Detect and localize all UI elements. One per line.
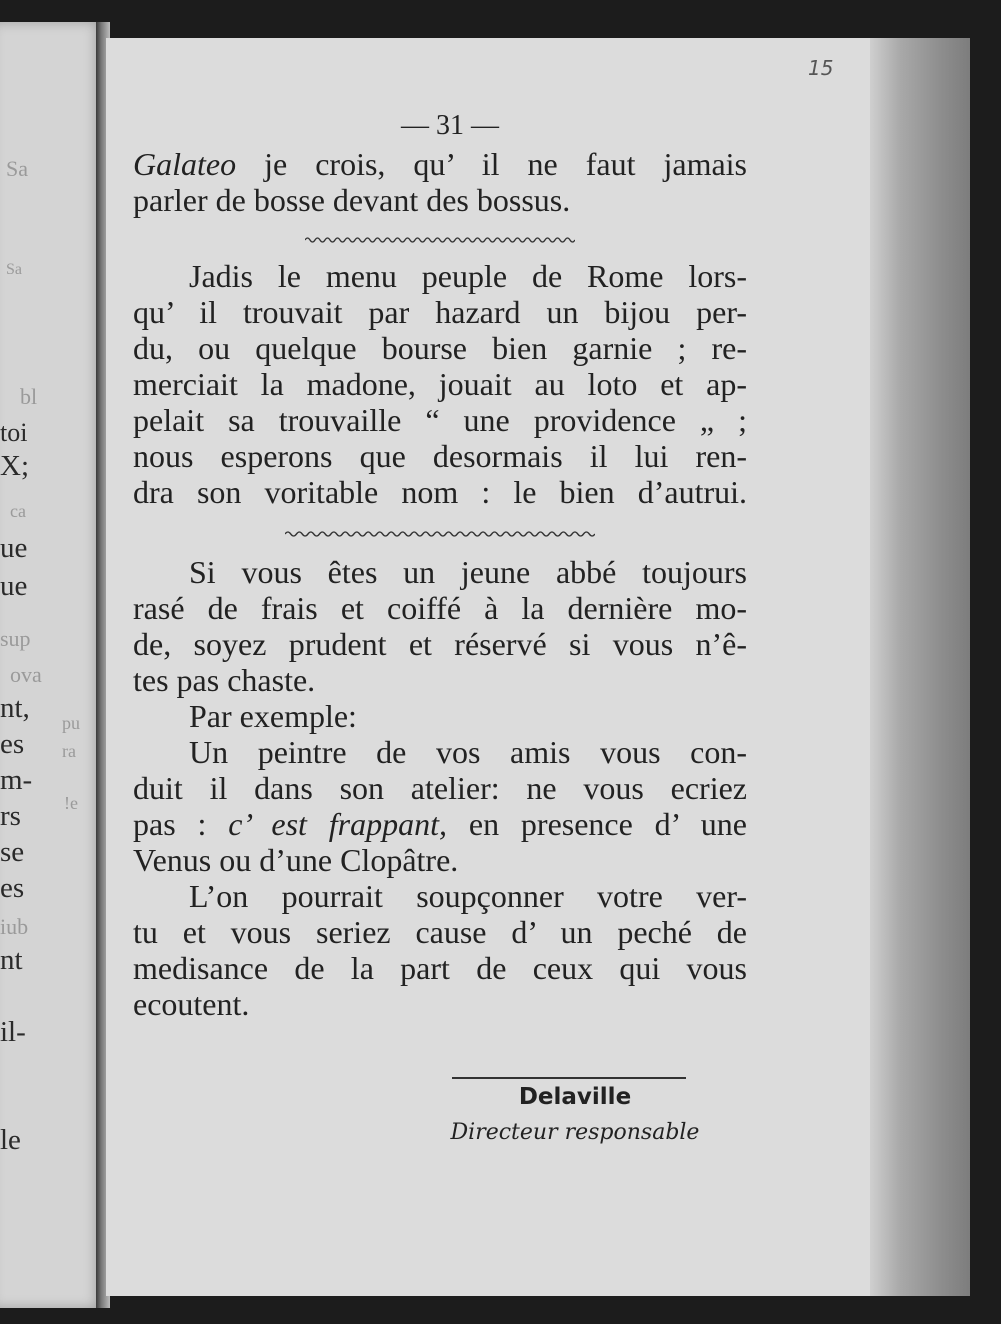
paragraph-rome <box>133 258 747 510</box>
left-fragment: pu <box>62 713 80 733</box>
page-text <box>133 108 747 1022</box>
text-line: Un peintre de vos amis vous con- <box>189 734 747 770</box>
text-line: Jadis le menu peuple de Rome lors- <box>189 258 747 294</box>
text-line: rasé de frais et coiffé à la dernière mo- <box>133 590 747 626</box>
text-line: ecoutent. <box>133 986 250 1022</box>
left-fragment: toi <box>0 418 28 447</box>
page-number: — 31 — <box>401 110 499 141</box>
text-line: dra son voritable nom : le bien d’autrui. <box>133 474 747 510</box>
left-fragment: X; <box>0 450 29 482</box>
text-run: pas : <box>133 806 229 842</box>
left-fragment: Sa <box>6 261 22 278</box>
page-edge-shadow <box>870 38 970 1296</box>
left-fragment: ova <box>10 662 42 687</box>
left-fragment: se <box>0 836 25 868</box>
left-fragment: nt, <box>0 692 30 724</box>
text-line: Venus ou d’une Clopâtre. <box>133 842 459 878</box>
text-line: parler de bosse devant des bossus. <box>133 182 571 218</box>
signature-name: Delaville <box>518 1084 632 1110</box>
left-fragment: iub <box>0 914 29 939</box>
previous-page-edge <box>0 22 104 1308</box>
left-fragment: ra <box>62 741 76 761</box>
wavy-divider <box>285 530 595 538</box>
left-fragment: il- <box>0 1016 26 1048</box>
text-line: nous esperons que desormais il lui ren- <box>133 438 747 474</box>
left-fragment: sup <box>0 626 31 651</box>
text-line <box>133 146 747 182</box>
paragraph-galateo <box>133 146 747 218</box>
text-run: je crois, qu’ il ne faut jamais <box>236 146 747 182</box>
paragraph-abbe <box>133 554 747 698</box>
signature-rule <box>452 1077 686 1079</box>
left-fragment: ca <box>10 501 26 521</box>
left-fragment: es <box>0 728 25 760</box>
text-line: duit il dans son atelier: ne vous ecriez <box>133 770 747 806</box>
left-fragment: nt <box>0 944 23 976</box>
text-line: de, soyez prudent et réservé si vous n’ê- <box>133 626 747 662</box>
text-line: merciait la madone, jouait au loto et ap- <box>133 366 747 402</box>
left-fragment: le <box>0 1124 21 1156</box>
text-line: Si vous êtes un jeune abbé toujours <box>189 554 747 590</box>
text-line: Par exemple: <box>189 698 357 734</box>
wavy-divider <box>305 236 575 244</box>
text-line: L’on pourrait soupçonner votre ver- <box>189 878 747 914</box>
italic-phrase: c’ est frappant, <box>228 806 448 842</box>
left-fragment: bl <box>20 384 38 409</box>
left-fragment: rs <box>0 800 21 832</box>
left-fragment: m- <box>0 764 33 796</box>
left-fragment: ue <box>0 532 28 564</box>
signature-title: Directeur responsable <box>450 1120 700 1145</box>
text-line: medisance de la part de ceux qui vous <box>133 950 747 986</box>
text-line: tu et vous seriez cause d’ un peché de <box>133 914 747 950</box>
folio-mark: 15 <box>808 56 834 80</box>
text-line: tes pas chaste. <box>133 662 316 698</box>
text-line: pelait sa trouvaille “ une providence „ ; <box>133 402 747 438</box>
left-fragment: !e <box>64 793 78 813</box>
text-line: du, ou quelque bourse bien garnie ; re- <box>133 330 747 366</box>
text-run: en presence d’ une <box>447 806 747 842</box>
text-line: qu’ il trouvait par hazard un bijou per- <box>133 294 747 330</box>
italic-word: Galateo <box>133 146 237 182</box>
paragraph-peintre <box>133 734 747 878</box>
left-fragment: ue <box>0 570 28 602</box>
text-line <box>133 806 747 842</box>
left-fragment: Sa <box>6 156 28 181</box>
paragraph-vertu <box>133 878 747 1022</box>
left-fragment: es <box>0 872 25 904</box>
